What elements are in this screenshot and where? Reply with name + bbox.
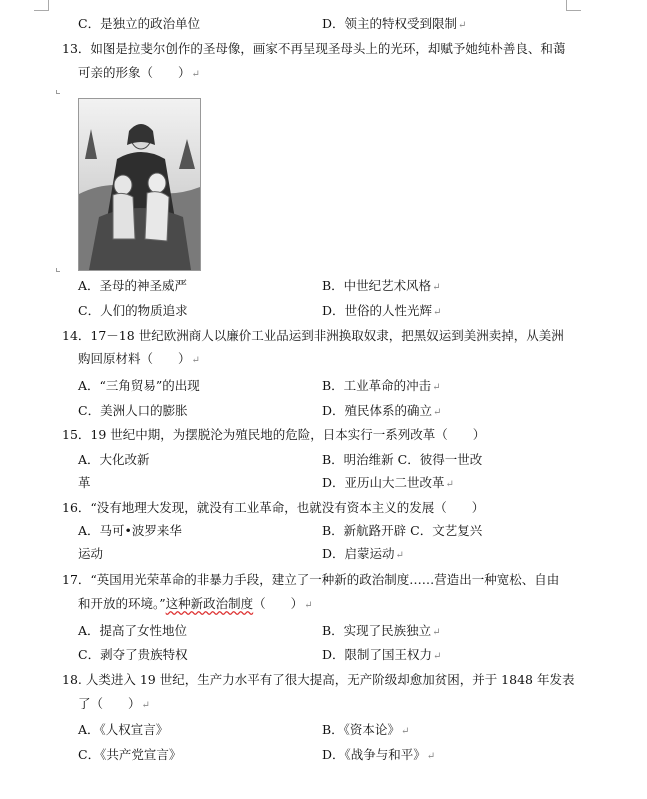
q18-option-a: A．《人权宣言》 <box>78 722 169 737</box>
madonna-painting-image <box>78 98 201 271</box>
q14-stem-line1: 14．17－18 世纪欧洲商人以廉价工业品运到非洲换取奴隶，把黑奴运到美洲卖掉，从美洲 <box>62 328 564 343</box>
q12-option-c: C．是独立的政治单位 <box>78 16 201 31</box>
q13-stem-line2: 可亲的形象（ ）↵ <box>78 65 200 80</box>
q14-option-b: B．工业革命的冲击↵ <box>322 378 441 393</box>
q18-option-b: B．《资本论》↵ <box>322 722 410 737</box>
q18-stem-line1: 18. 人类进入 19 世纪，生产力水平有了很大提高，无产阶级却愈加贫困，并于 1848 年发表 <box>62 672 575 687</box>
return-mark: ↵ <box>191 355 200 366</box>
q17-stem-line2: 和开放的环境。”这种新政治制度（ ）↵ <box>78 596 313 611</box>
paragraph-mark <box>56 90 60 94</box>
return-mark: ↵ <box>433 407 442 418</box>
q18-option-c: C．《共产党宣言》 <box>78 747 182 762</box>
return-mark: ↵ <box>426 751 436 762</box>
q17-stem-line1: 17．“英国用光荣革命的非暴力手段，建立了一种新的政治制度……营造出一种宽松、自由 <box>62 572 560 587</box>
return-mark: ↵ <box>432 282 441 293</box>
corner-mark-left <box>34 0 49 11</box>
grammar-underline: 这种新政治制度 <box>165 596 254 611</box>
q16-option-a: A．马可•波罗来华 <box>78 523 182 538</box>
return-mark: ↵ <box>432 382 441 393</box>
q16-option-b: B．新航路开辟 C．文艺复兴 <box>322 523 483 538</box>
return-mark: ↵ <box>445 479 454 490</box>
q14-option-c: C．美洲人口的膨胀 <box>78 403 188 418</box>
q13-stem-line1: 13．如图是拉斐尔创作的圣母像，画家不再呈现圣母头上的光环，却赋予她纯朴善良、和蔼 <box>62 41 566 56</box>
q14-option-a: A．“三角贸易”的出现 <box>78 378 200 393</box>
q13-option-a: A．圣母的神圣威严 <box>78 278 188 293</box>
return-mark: ↵ <box>433 307 442 318</box>
return-mark: ↵ <box>433 651 442 662</box>
corner-mark-right <box>566 0 581 11</box>
q15-stem-line1: 15．19 世纪中期，为摆脱沦为殖民地的危险，日本实行一系列改革（ ） <box>62 427 486 442</box>
return-mark: ↵ <box>395 550 404 561</box>
return-mark: ↵ <box>141 700 150 711</box>
q12-option-d: D．领主的特权受到限制↵ <box>322 16 467 31</box>
q13-option-b: B．中世纪艺术风格↵ <box>322 278 441 293</box>
q16-stem-line1: 16．“没有地理大发现，就没有工业革命，也就没有资本主义的发展（ ） <box>62 500 485 515</box>
q14-stem-line2: 购回原材料（ ）↵ <box>78 351 200 366</box>
return-mark: ↵ <box>304 600 313 611</box>
q17-option-c: C．剥夺了贵族特权 <box>78 647 188 662</box>
q13-option-c: C．人们的物质追求 <box>78 303 188 318</box>
return-mark: ↵ <box>432 627 441 638</box>
q17-option-a: A．提高了女性地位 <box>78 623 188 638</box>
q15-option-d: D．亚历山大二世改革↵ <box>322 475 454 490</box>
paragraph-mark <box>56 268 60 272</box>
q18-stem-line2: 了（ ）↵ <box>78 696 150 711</box>
madonna-painting-graphic <box>79 99 200 270</box>
q16-option-d: D．启蒙运动↵ <box>322 546 404 561</box>
q14-option-d: D．殖民体系的确立↵ <box>322 403 442 418</box>
q15-option-b: B．明治维新 C．彼得一世改 <box>322 452 483 467</box>
q13-option-d: D．世俗的人性光辉↵ <box>322 303 442 318</box>
q15-option-a: A．大化改新 <box>78 452 150 467</box>
return-mark: ↵ <box>458 20 467 31</box>
q15-option-c-cont: 革 <box>78 475 91 490</box>
return-mark: ↵ <box>400 726 410 737</box>
q17-option-d: D．限制了国王权力↵ <box>322 647 442 662</box>
q17-option-b: B．实现了民族独立↵ <box>322 623 441 638</box>
q18-option-d: D．《战争与和平》↵ <box>322 747 436 762</box>
q16-option-c-cont: 运动 <box>78 546 104 561</box>
return-mark: ↵ <box>191 69 200 80</box>
